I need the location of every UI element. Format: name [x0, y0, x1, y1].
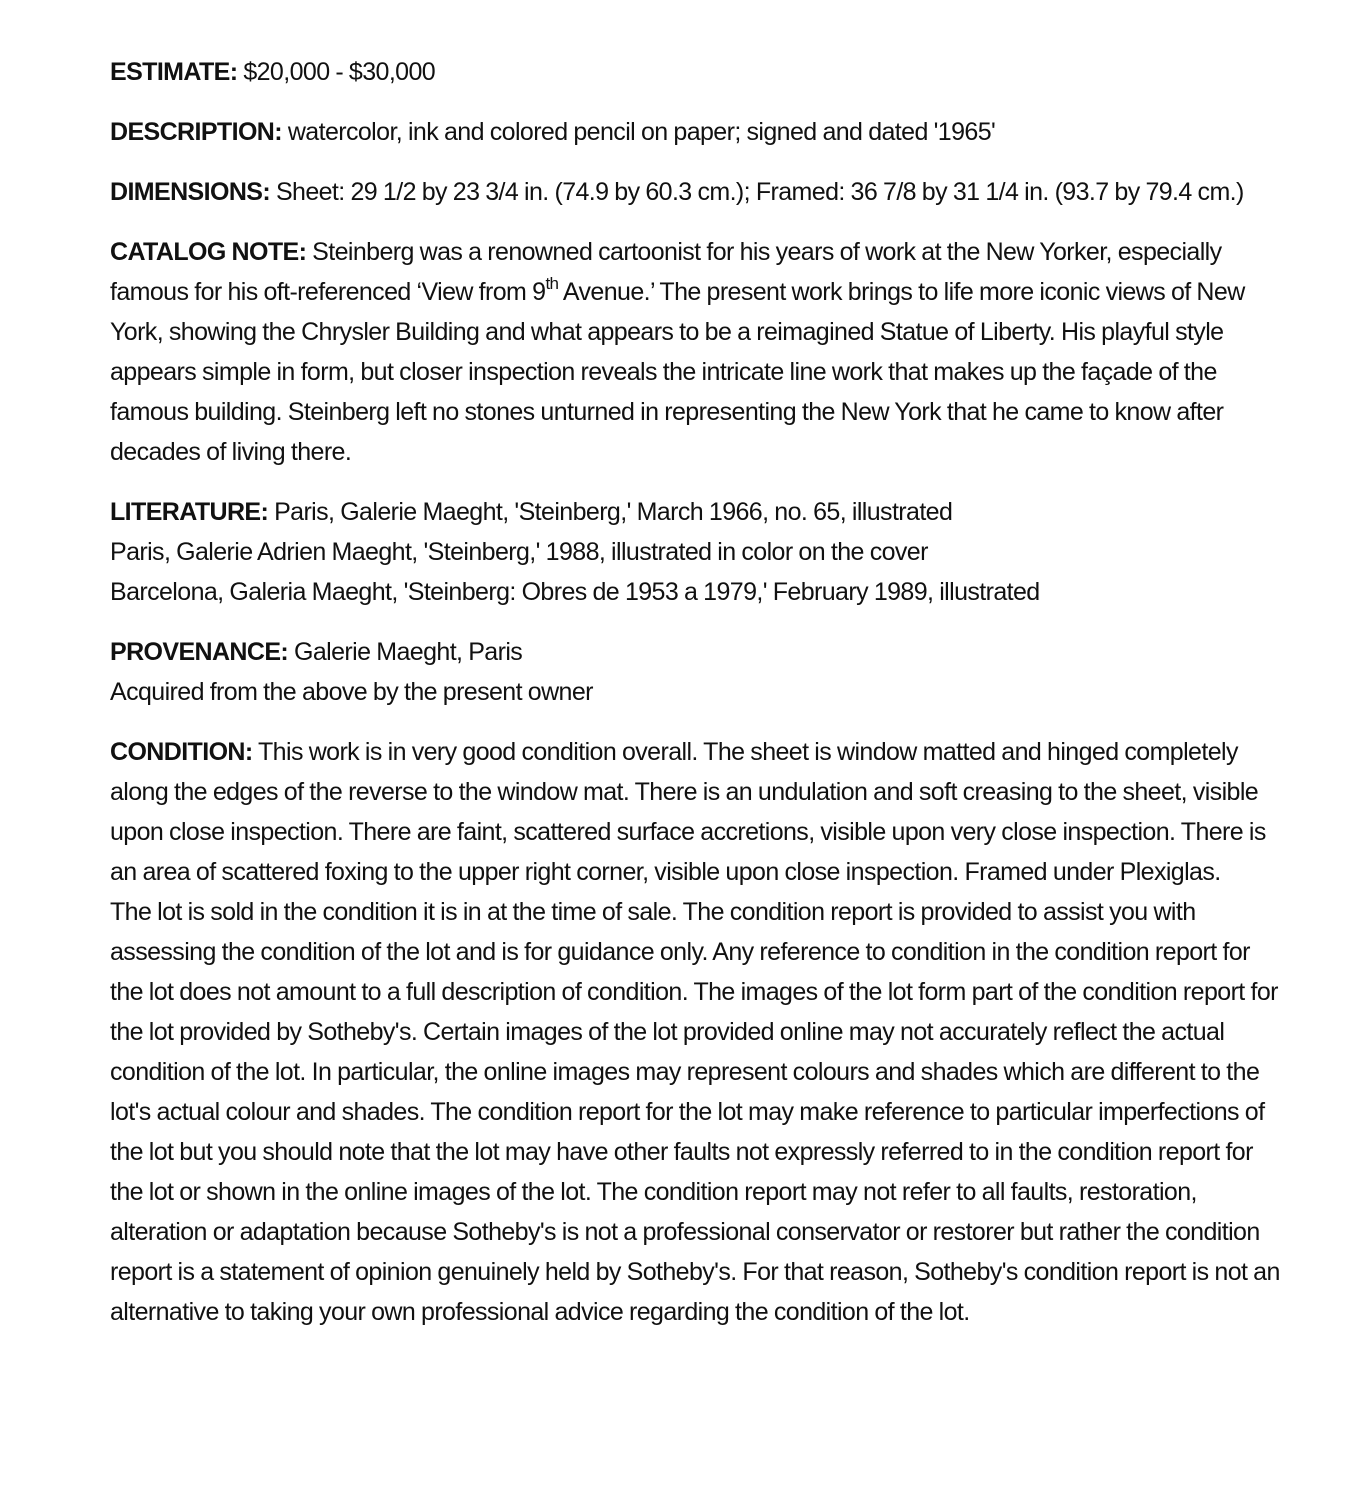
condition-section [110, 732, 1282, 1332]
description-value: watercolor, ink and colored pencil on paper; signed and dated '1965' [287, 118, 996, 146]
literature-entry: Paris, Galerie Adrien Maeght, 'Steinberg,' 1988, illustrated in color on the cover [110, 538, 928, 566]
provenance-entry: Acquired from the above by the present owner [110, 678, 593, 706]
catalog-note-superscript: th [545, 273, 559, 293]
description-section [110, 112, 1282, 152]
literature-entry: Barcelona, Galeria Maeght, 'Steinberg: Obres de 1953 a 1979,' February 1989, illustrated [110, 578, 1040, 606]
estimate-value: $20,000 - $30,000 [243, 58, 436, 86]
estimate-section [110, 52, 1282, 92]
estimate-label: ESTIMATE: [110, 58, 238, 86]
catalog-note-text-end: Avenue.’ The present work brings to life more iconic views of New York, showing the Chrysler Building and what appears to be a reimagined Statue of Liberty. His playful style appears simple in form, but closer inspection reveals the intricate line work that makes up the façade of the famous building. Steinberg left no stones unturned in representing the New York that he came to know after decades of living there. [110, 278, 1245, 466]
literature-section [110, 492, 1282, 612]
literature-entry: Paris, Galerie Maeght, 'Steinberg,' March 1966, no. 65, illustrated [274, 498, 953, 526]
condition-label: CONDITION: [110, 738, 253, 766]
condition-disclaimer: The lot is sold in the condition it is in at the time of sale. The condition report is provided to assist you with assessing the condition of the lot and is for guidance only. Any reference to condition in the condition report for the lot does not amount to a full description of condition. The images of the lot form part of the condition report for the lot provided by Sotheby's. Certain images of the lot provided online may not accurately reflect the actual condition of the lot. In particular, the online images may represent colours and shades which are different to the lot's actual colour and shades. The condition report for the lot may make reference to particular imperfections of the lot but you should note that the lot may have other faults not expressly referred to in the condition report for the lot or shown in the online images of the lot. The condition report may not refer to all faults, restoration, alteration or adaptation because Sotheby's is not a professional conservator or restorer but rather the condition report is a statement of opinion genuinely held by Sotheby's. For that reason, Sotheby's condition report is not an alternative to taking your own professional advice regarding the condition of the lot. [110, 898, 1280, 1326]
provenance-label: PROVENANCE: [110, 638, 289, 666]
dimensions-value: Sheet: 29 1/2 by 23 3/4 in. (74.9 by 60.3 cm.); Framed: 36 7/8 by 31 1/4 in. (93.7 by 79.4 cm.) [275, 178, 1244, 206]
dimensions-label: DIMENSIONS: [110, 178, 271, 206]
catalog-note-text-start: Steinberg was a renowned cartoonist for his years of work at the New Yorker, especially famous for his oft-referenced ‘View from 9 [110, 238, 1222, 306]
catalog-note-label: CATALOG NOTE: [110, 238, 307, 266]
condition-value: This work is in very good condition overall. The sheet is window matted and hinged completely along the edges of the reverse to the window mat. There is an undulation and soft creasing to the sheet, visible upon close inspection. There are faint, scattered surface accretions, visible upon very close inspection. There is an area of scattered foxing to the upper right corner, visible upon close inspection. Framed under Plexiglas. [110, 738, 1266, 886]
provenance-section [110, 632, 1282, 712]
description-label: DESCRIPTION: [110, 118, 282, 146]
literature-label: LITERATURE: [110, 498, 269, 526]
catalog-note-section [110, 232, 1282, 472]
provenance-entry: Galerie Maeght, Paris [294, 638, 523, 666]
dimensions-section [110, 172, 1282, 212]
